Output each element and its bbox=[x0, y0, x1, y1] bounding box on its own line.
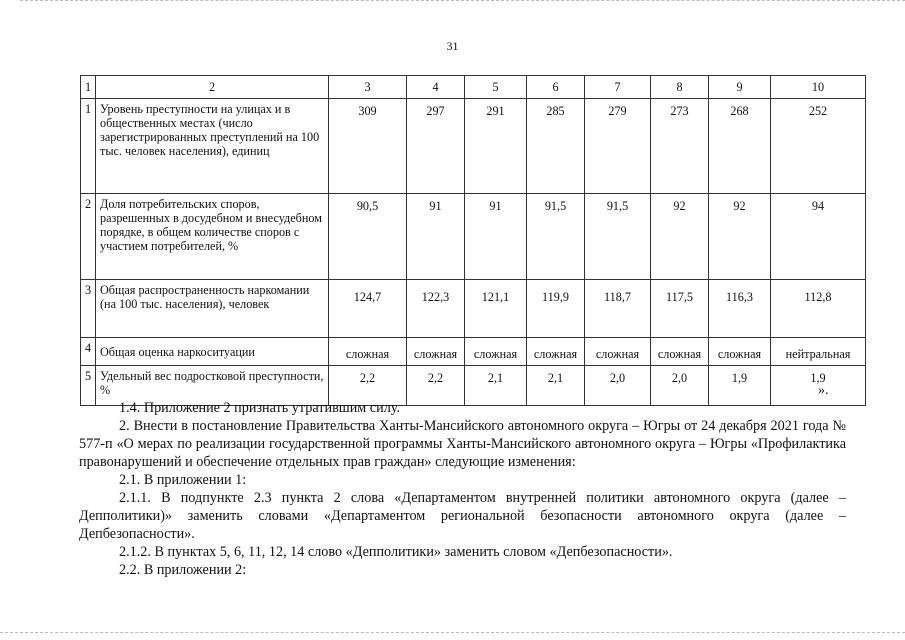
value-cell: 273 bbox=[651, 99, 709, 194]
value-cell: 1,9 bbox=[709, 366, 771, 406]
value-cell: 117,5 bbox=[651, 280, 709, 338]
value-cell: 119,9 bbox=[527, 280, 585, 338]
table-row bbox=[81, 99, 866, 194]
value-cell: сложная bbox=[527, 338, 585, 366]
scan-top-edge bbox=[20, 0, 905, 2]
row-number: 3 bbox=[81, 280, 96, 338]
value-cell: 2,1 bbox=[465, 366, 527, 406]
value-cell: 94 bbox=[771, 194, 866, 280]
page-number: 31 bbox=[446, 39, 459, 53]
header-cell: 7 bbox=[585, 76, 651, 99]
value-cell: сложная bbox=[465, 338, 527, 366]
header-cell: 10 bbox=[771, 76, 866, 99]
indicator-name: Уровень преступности на улицах и в общественных местах (число зарегистрированных преступлений на 100 тыс. человек населения), единиц bbox=[96, 99, 329, 194]
row-number: 4 bbox=[81, 338, 96, 366]
value-cell: 285 bbox=[527, 99, 585, 194]
value-cell: 1,9 bbox=[771, 366, 866, 406]
table-header-row bbox=[81, 76, 866, 99]
scan-bottom-edge bbox=[0, 632, 905, 634]
value-cell: 91 bbox=[407, 194, 465, 280]
value-cell: нейтральная bbox=[771, 338, 866, 366]
header-cell: 4 bbox=[407, 76, 465, 99]
indicator-name: Общая оценка наркоситуации bbox=[96, 338, 329, 366]
table-row bbox=[81, 194, 866, 280]
paragraph: 2.2. В приложении 2: bbox=[119, 562, 247, 578]
indicator-name: Доля потребительских споров, разрешенных в досудебном и внесудебном порядке, в общем количестве споров с участием потребителей, % bbox=[96, 194, 329, 280]
value-cell: 2,0 bbox=[651, 366, 709, 406]
paragraph: 2.1.1. В подпункте 2.3 пункта 2 слова «Департаментом внутренней политики автономного округа (далее – Депполитики)» заменить словами «Департаментом региональной безопасности автономного округа (далее – Депбезопасности». bbox=[79, 490, 846, 542]
value-cell: 279 bbox=[585, 99, 651, 194]
value-cell: 121,1 bbox=[465, 280, 527, 338]
value-cell: сложная bbox=[709, 338, 771, 366]
value-cell: 92 bbox=[709, 194, 771, 280]
indicators-table bbox=[80, 75, 866, 406]
closing-quote: ». bbox=[818, 383, 829, 398]
row-number: 2 bbox=[81, 194, 96, 280]
value-cell: 2,2 bbox=[407, 366, 465, 406]
table-row bbox=[81, 338, 866, 366]
header-cell: 6 bbox=[527, 76, 585, 99]
value-cell: 291 bbox=[465, 99, 527, 194]
value-cell: 309 bbox=[329, 99, 407, 194]
value-cell: 2,2 bbox=[329, 366, 407, 406]
row-number: 1 bbox=[81, 99, 96, 194]
paragraph: 1.4. Приложение 2 признать утратившим силу. bbox=[119, 400, 400, 416]
row-number: 5 bbox=[81, 366, 96, 406]
value-cell: 2,1 bbox=[527, 366, 585, 406]
value-cell: 90,5 bbox=[329, 194, 407, 280]
indicator-name: Удельный вес подростковой преступности, % bbox=[96, 366, 329, 406]
value-cell: 2,0 bbox=[585, 366, 651, 406]
header-cell: 9 bbox=[709, 76, 771, 99]
value-cell: 268 bbox=[709, 99, 771, 194]
value-cell: сложная bbox=[329, 338, 407, 366]
header-cell: 2 bbox=[96, 76, 329, 99]
value-cell: сложная bbox=[407, 338, 465, 366]
value-cell: 91,5 bbox=[585, 194, 651, 280]
header-cell: 5 bbox=[465, 76, 527, 99]
value-cell: 116,3 bbox=[709, 280, 771, 338]
value-cell: 118,7 bbox=[585, 280, 651, 338]
table-row bbox=[81, 280, 866, 338]
header-cell: 8 bbox=[651, 76, 709, 99]
value-cell: сложная bbox=[651, 338, 709, 366]
value-cell: 122,3 bbox=[407, 280, 465, 338]
header-cell: 3 bbox=[329, 76, 407, 99]
value-cell: 252 bbox=[771, 99, 866, 194]
paragraph: 2. Внести в постановление Правительства Ханты-Мансийского автономного округа – Югры от 24 декабря 2021 года № 577-п «О мерах по реализации государственной программы Ханты-Мансийского автономного округа – Югры «Профилактика правонарушений и обеспечение отдельных прав граждан» следующие изменения: bbox=[79, 418, 846, 470]
value-cell: 91,5 bbox=[527, 194, 585, 280]
value-cell: сложная bbox=[585, 338, 651, 366]
value-cell: 92 bbox=[651, 194, 709, 280]
body-text bbox=[79, 399, 846, 579]
indicator-name: Общая распространенность наркомании (на 100 тыс. населения), человек bbox=[96, 280, 329, 338]
value-cell: 112,8 bbox=[771, 280, 866, 338]
paragraph: 2.1.2. В пунктах 5, 6, 11, 12, 14 слово «Депполитики» заменить словом «Депбезопасности». bbox=[119, 544, 673, 560]
header-cell: 1 bbox=[81, 76, 96, 99]
paragraph: 2.1. В приложении 1: bbox=[119, 472, 247, 488]
value-cell: 91 bbox=[465, 194, 527, 280]
value-cell: 297 bbox=[407, 99, 465, 194]
value-cell: 124,7 bbox=[329, 280, 407, 338]
